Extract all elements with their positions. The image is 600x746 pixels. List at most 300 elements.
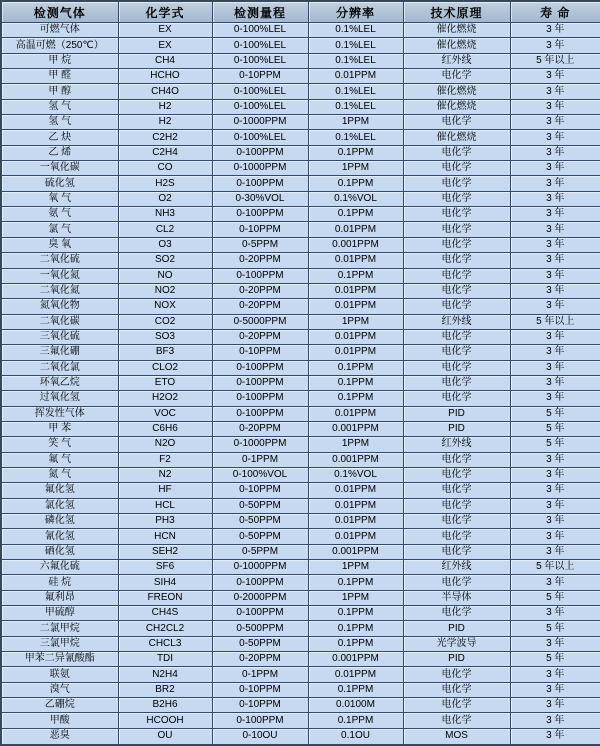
cell-resolution: 0.001PPM (308, 421, 403, 436)
cell-formula: EX (118, 23, 212, 38)
cell-gas: 挥发性气体 (1, 406, 118, 421)
cell-resolution: 0.1%LEL (308, 130, 403, 145)
cell-formula: CLO2 (118, 360, 212, 375)
cell-formula: SIH4 (118, 575, 212, 590)
column-header-life: 寿 命 (510, 1, 600, 23)
cell-resolution: 1PPM (308, 161, 403, 176)
cell-life: 3 年 (510, 345, 600, 360)
cell-resolution: 1PPM (308, 437, 403, 452)
cell-life: 3 年 (510, 498, 600, 513)
column-header-resolution: 分辨率 (308, 1, 403, 23)
cell-life: 5 年以上 (510, 560, 600, 575)
cell-gas: 氨 气 (1, 207, 118, 222)
cell-formula: CO (118, 161, 212, 176)
cell-formula: FREON (118, 590, 212, 605)
cell-life: 3 年 (510, 23, 600, 38)
cell-principle: 红外线 (403, 560, 510, 575)
cell-resolution: 0.1PPM (308, 682, 403, 697)
cell-range: 0-50PPM (212, 498, 308, 513)
cell-gas: 二氧化硫 (1, 253, 118, 268)
cell-life: 3 年 (510, 483, 600, 498)
cell-principle: 催化燃烧 (403, 130, 510, 145)
cell-range: 0-100PPM (212, 406, 308, 421)
table-row (1, 69, 600, 84)
cell-gas: 笑 气 (1, 437, 118, 452)
cell-principle: 催化燃烧 (403, 99, 510, 114)
table-row (1, 452, 600, 467)
cell-principle: 催化燃烧 (403, 84, 510, 99)
cell-gas: 甲 醛 (1, 69, 118, 84)
cell-gas: 甲硫醇 (1, 606, 118, 621)
cell-principle: PID (403, 621, 510, 636)
table-row (1, 544, 600, 559)
cell-principle: 电化学 (403, 452, 510, 467)
cell-life: 3 年 (510, 713, 600, 728)
cell-principle: PID (403, 421, 510, 436)
cell-life: 5 年 (510, 621, 600, 636)
column-header-range: 检测量程 (212, 1, 308, 23)
cell-life: 3 年 (510, 529, 600, 544)
table-row (1, 467, 600, 482)
cell-life: 3 年 (510, 84, 600, 99)
table-row (1, 222, 600, 237)
cell-principle: 电化学 (403, 191, 510, 206)
cell-gas: 氯化氢 (1, 498, 118, 513)
cell-life: 3 年 (510, 329, 600, 344)
cell-resolution: 0.1PPM (308, 207, 403, 222)
cell-resolution: 0.1%LEL (308, 99, 403, 114)
cell-resolution: 0.1PPM (308, 375, 403, 390)
cell-range: 0-20PPM (212, 283, 308, 298)
cell-formula: C2H2 (118, 130, 212, 145)
cell-gas: 甲酸 (1, 713, 118, 728)
cell-life: 3 年 (510, 544, 600, 559)
cell-life: 3 年 (510, 69, 600, 84)
cell-range: 0-1000PPM (212, 437, 308, 452)
cell-range: 0-10PPM (212, 345, 308, 360)
table-row (1, 345, 600, 360)
cell-principle: 红外线 (403, 314, 510, 329)
column-header-principle: 技术原理 (403, 1, 510, 23)
cell-resolution: 0.1PPM (308, 268, 403, 283)
cell-principle: 电化学 (403, 606, 510, 621)
cell-formula: CHCL3 (118, 636, 212, 651)
cell-life: 3 年 (510, 467, 600, 482)
header-row (1, 1, 600, 23)
cell-gas: 磷化氢 (1, 514, 118, 529)
column-header-formula: 化学式 (118, 1, 212, 23)
cell-life: 3 年 (510, 636, 600, 651)
cell-resolution: 0.001PPM (308, 544, 403, 559)
cell-resolution: 0.1%LEL (308, 84, 403, 99)
cell-range: 0-100PPM (212, 207, 308, 222)
cell-resolution: 0.01PPM (308, 667, 403, 682)
cell-gas: 一氧化碳 (1, 161, 118, 176)
cell-range: 0-50PPM (212, 514, 308, 529)
table-row (1, 130, 600, 145)
cell-life: 3 年 (510, 360, 600, 375)
table-row (1, 621, 600, 636)
cell-range: 0-1000PPM (212, 115, 308, 130)
cell-gas: 恶臭 (1, 728, 118, 745)
table-row (1, 23, 600, 38)
cell-principle: 电化学 (403, 299, 510, 314)
cell-resolution: 0.01PPM (308, 69, 403, 84)
table-row (1, 698, 600, 713)
cell-life: 3 年 (510, 222, 600, 237)
cell-resolution: 0.1%VOL (308, 467, 403, 482)
table-row (1, 360, 600, 375)
cell-range: 0-10OU (212, 728, 308, 745)
cell-life: 3 年 (510, 575, 600, 590)
cell-resolution: 0.1%LEL (308, 38, 403, 53)
cell-principle: 电化学 (403, 222, 510, 237)
table-row (1, 299, 600, 314)
cell-formula: HCHO (118, 69, 212, 84)
table-row (1, 575, 600, 590)
cell-life: 3 年 (510, 207, 600, 222)
cell-life: 3 年 (510, 375, 600, 390)
cell-range: 0-100PPM (212, 575, 308, 590)
cell-formula: NH3 (118, 207, 212, 222)
cell-formula: SO3 (118, 329, 212, 344)
table-row (1, 99, 600, 114)
cell-gas: 溴气 (1, 682, 118, 697)
cell-principle: 电化学 (403, 498, 510, 513)
cell-resolution: 0.1%LEL (308, 53, 403, 68)
cell-principle: 光学波导 (403, 636, 510, 651)
cell-formula: HCL (118, 498, 212, 513)
cell-resolution: 0.1PPM (308, 391, 403, 406)
cell-formula: H2 (118, 115, 212, 130)
cell-gas: 氟化氢 (1, 483, 118, 498)
cell-principle: 电化学 (403, 391, 510, 406)
cell-resolution: 0.1PPM (308, 176, 403, 191)
cell-resolution: 0.001PPM (308, 452, 403, 467)
table-row (1, 667, 600, 682)
cell-range: 0-100%LEL (212, 23, 308, 38)
cell-principle: 电化学 (403, 345, 510, 360)
cell-gas: 过氧化氢 (1, 391, 118, 406)
cell-gas: 氰化氢 (1, 529, 118, 544)
cell-resolution: 0.1%VOL (308, 191, 403, 206)
cell-range: 0-1000PPM (212, 161, 308, 176)
cell-life: 3 年 (510, 176, 600, 191)
table-row (1, 191, 600, 206)
cell-gas: 硫化氢 (1, 176, 118, 191)
cell-principle: 红外线 (403, 437, 510, 452)
cell-formula: B2H6 (118, 698, 212, 713)
cell-gas: 硒化氢 (1, 544, 118, 559)
cell-resolution: 0.01PPM (308, 329, 403, 344)
cell-gas: 甲 醇 (1, 84, 118, 99)
cell-gas: 氮氧化物 (1, 299, 118, 314)
cell-life: 3 年 (510, 161, 600, 176)
cell-principle: 电化学 (403, 69, 510, 84)
cell-gas: 乙 炔 (1, 130, 118, 145)
cell-principle: PID (403, 406, 510, 421)
cell-formula: VOC (118, 406, 212, 421)
cell-principle: 电化学 (403, 544, 510, 559)
table-row (1, 713, 600, 728)
cell-principle: 电化学 (403, 713, 510, 728)
cell-gas: 臭 氧 (1, 237, 118, 252)
cell-formula: HCN (118, 529, 212, 544)
table-row (1, 483, 600, 498)
cell-principle: 电化学 (403, 467, 510, 482)
cell-life: 3 年 (510, 145, 600, 160)
cell-life: 3 年 (510, 115, 600, 130)
cell-resolution: 0.001PPM (308, 237, 403, 252)
cell-range: 0-1PPM (212, 667, 308, 682)
cell-formula: N2 (118, 467, 212, 482)
table-row (1, 421, 600, 436)
table-row (1, 652, 600, 667)
cell-formula: C6H6 (118, 421, 212, 436)
table-row (1, 682, 600, 697)
cell-life: 3 年 (510, 38, 600, 53)
column-header-gas: 检测气体 (1, 1, 118, 23)
cell-resolution: 0.001PPM (308, 652, 403, 667)
cell-resolution: 0.01PPM (308, 345, 403, 360)
cell-resolution: 0.01PPM (308, 253, 403, 268)
cell-gas: 乙硼烷 (1, 698, 118, 713)
table-body (1, 23, 600, 746)
cell-principle: 电化学 (403, 253, 510, 268)
cell-range: 0-5000PPM (212, 314, 308, 329)
cell-principle: 电化学 (403, 483, 510, 498)
cell-life: 3 年 (510, 682, 600, 697)
cell-formula: PH3 (118, 514, 212, 529)
cell-range: 0-100PPM (212, 606, 308, 621)
cell-range: 0-1000PPM (212, 560, 308, 575)
cell-resolution: 1PPM (308, 560, 403, 575)
cell-life: 5 年以上 (510, 314, 600, 329)
cell-principle: 电化学 (403, 145, 510, 160)
cell-range: 0-100PPM (212, 375, 308, 390)
cell-resolution: 0.1PPM (308, 621, 403, 636)
cell-range: 0-100%LEL (212, 99, 308, 114)
cell-principle: 电化学 (403, 176, 510, 191)
cell-formula: C2H4 (118, 145, 212, 160)
cell-principle: 半导体 (403, 590, 510, 605)
cell-formula: NO (118, 268, 212, 283)
table-row (1, 253, 600, 268)
cell-formula: H2 (118, 99, 212, 114)
table-row (1, 437, 600, 452)
cell-gas: 氢 气 (1, 99, 118, 114)
cell-range: 0-50PPM (212, 636, 308, 651)
cell-range: 0-500PPM (212, 621, 308, 636)
cell-life: 5 年 (510, 421, 600, 436)
table-row (1, 406, 600, 421)
table-row (1, 529, 600, 544)
cell-principle: 红外线 (403, 53, 510, 68)
cell-range: 0-20PPM (212, 329, 308, 344)
cell-range: 0-100PPM (212, 713, 308, 728)
cell-range: 0-100%LEL (212, 130, 308, 145)
cell-range: 0-100%LEL (212, 53, 308, 68)
cell-range: 0-100PPM (212, 391, 308, 406)
cell-formula: N2H4 (118, 667, 212, 682)
cell-formula: OU (118, 728, 212, 745)
cell-life: 3 年 (510, 268, 600, 283)
cell-principle: 电化学 (403, 575, 510, 590)
cell-formula: CH4S (118, 606, 212, 621)
cell-life: 3 年 (510, 253, 600, 268)
cell-principle: 电化学 (403, 283, 510, 298)
cell-gas: 二氧化氮 (1, 283, 118, 298)
cell-gas: 环氧乙烷 (1, 375, 118, 390)
cell-gas: 氟 气 (1, 452, 118, 467)
cell-formula: EX (118, 38, 212, 53)
cell-principle: 电化学 (403, 329, 510, 344)
cell-resolution: 1PPM (308, 115, 403, 130)
cell-resolution: 0.01PPM (308, 283, 403, 298)
cell-formula: H2S (118, 176, 212, 191)
table-row (1, 38, 600, 53)
cell-formula: CH4O (118, 84, 212, 99)
cell-formula: O3 (118, 237, 212, 252)
cell-life: 5 年以上 (510, 53, 600, 68)
cell-gas: 氧 气 (1, 191, 118, 206)
table-row (1, 514, 600, 529)
cell-range: 0-20PPM (212, 421, 308, 436)
cell-life: 3 年 (510, 237, 600, 252)
cell-formula: BR2 (118, 682, 212, 697)
cell-resolution: 1PPM (308, 590, 403, 605)
cell-formula: NO2 (118, 283, 212, 298)
cell-gas: 氟利昂 (1, 590, 118, 605)
cell-gas: 高温可燃（250℃） (1, 38, 118, 53)
cell-principle: 电化学 (403, 375, 510, 390)
cell-gas: 联氨 (1, 667, 118, 682)
cell-life: 3 年 (510, 606, 600, 621)
table-row (1, 606, 600, 621)
cell-formula: TDI (118, 652, 212, 667)
cell-formula: NOX (118, 299, 212, 314)
table-row (1, 375, 600, 390)
cell-resolution: 0.1PPM (308, 575, 403, 590)
cell-formula: HF (118, 483, 212, 498)
cell-life: 3 年 (510, 514, 600, 529)
table-header (1, 1, 600, 23)
cell-resolution: 0.1PPM (308, 145, 403, 160)
table-row (1, 636, 600, 651)
table-row (1, 329, 600, 344)
cell-range: 0-50PPM (212, 529, 308, 544)
table-row (1, 314, 600, 329)
cell-life: 3 年 (510, 698, 600, 713)
cell-range: 0-100%VOL (212, 467, 308, 482)
cell-resolution: 0.0100M (308, 698, 403, 713)
cell-formula: SEH2 (118, 544, 212, 559)
cell-range: 0-10PPM (212, 682, 308, 697)
table-row (1, 560, 600, 575)
cell-resolution: 0.01PPM (308, 498, 403, 513)
cell-resolution: 0.01PPM (308, 529, 403, 544)
cell-gas: 硅 烷 (1, 575, 118, 590)
table-row (1, 283, 600, 298)
cell-range: 0-100%LEL (212, 84, 308, 99)
cell-life: 3 年 (510, 667, 600, 682)
cell-principle: 催化燃烧 (403, 38, 510, 53)
cell-life: 3 年 (510, 452, 600, 467)
cell-life: 3 年 (510, 191, 600, 206)
table-row (1, 498, 600, 513)
cell-range: 0-5PPM (212, 237, 308, 252)
cell-gas: 乙 烯 (1, 145, 118, 160)
cell-range: 0-10PPM (212, 69, 308, 84)
cell-gas: 二氧化氯 (1, 360, 118, 375)
cell-gas: 三氯甲烷 (1, 636, 118, 651)
cell-gas: 甲 苯 (1, 421, 118, 436)
cell-resolution: 1PPM (308, 314, 403, 329)
cell-formula: ETO (118, 375, 212, 390)
cell-gas: 三氧化硫 (1, 329, 118, 344)
cell-resolution: 0.01PPM (308, 483, 403, 498)
cell-gas: 二氯甲烷 (1, 621, 118, 636)
cell-principle: 电化学 (403, 115, 510, 130)
cell-resolution: 0.01PPM (308, 514, 403, 529)
cell-resolution: 0.1PPM (308, 713, 403, 728)
cell-principle: 电化学 (403, 667, 510, 682)
cell-resolution: 0.1%LEL (308, 23, 403, 38)
cell-gas: 可燃气体 (1, 23, 118, 38)
cell-gas: 氮 气 (1, 467, 118, 482)
table-row (1, 728, 600, 745)
cell-principle: 电化学 (403, 682, 510, 697)
table-row (1, 237, 600, 252)
cell-life: 3 年 (510, 130, 600, 145)
table-row (1, 145, 600, 160)
cell-life: 3 年 (510, 299, 600, 314)
table-row (1, 590, 600, 605)
cell-gas: 六氟化硫 (1, 560, 118, 575)
cell-range: 0-100PPM (212, 145, 308, 160)
cell-resolution: 0.1PPM (308, 360, 403, 375)
cell-formula: SF6 (118, 560, 212, 575)
cell-range: 0-100PPM (212, 360, 308, 375)
cell-formula: F2 (118, 452, 212, 467)
cell-range: 0-10PPM (212, 222, 308, 237)
cell-life: 5 年 (510, 406, 600, 421)
cell-range: 0-100PPM (212, 268, 308, 283)
cell-range: 0-100%LEL (212, 38, 308, 53)
cell-gas: 一氧化氮 (1, 268, 118, 283)
cell-life: 5 年 (510, 590, 600, 605)
cell-formula: H2O2 (118, 391, 212, 406)
cell-principle: 电化学 (403, 161, 510, 176)
cell-formula: CH2CL2 (118, 621, 212, 636)
cell-resolution: 0.01PPM (308, 299, 403, 314)
cell-range: 0-20PPM (212, 652, 308, 667)
cell-life: 3 年 (510, 728, 600, 745)
cell-range: 0-10PPM (212, 483, 308, 498)
cell-gas: 氢 气 (1, 115, 118, 130)
cell-gas: 氯 气 (1, 222, 118, 237)
cell-gas: 三氟化硼 (1, 345, 118, 360)
cell-range: 0-30%VOL (212, 191, 308, 206)
cell-resolution: 0.01PPM (308, 406, 403, 421)
cell-gas: 甲苯二异氰酸酯 (1, 652, 118, 667)
table-row (1, 84, 600, 99)
cell-principle: 电化学 (403, 237, 510, 252)
cell-principle: PID (403, 652, 510, 667)
cell-principle: MOS (403, 728, 510, 745)
cell-range: 0-20PPM (212, 299, 308, 314)
cell-gas: 二氧化碳 (1, 314, 118, 329)
